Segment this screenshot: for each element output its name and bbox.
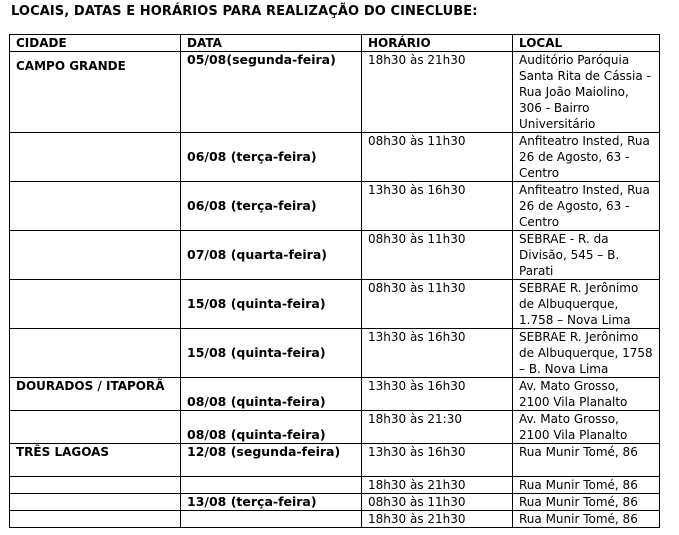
table-row (10, 444, 660, 477)
date-cell (181, 511, 362, 528)
date-cell: 08/08 (quinta-feira) (181, 378, 362, 411)
place-cell: SEBRAE R. Jerônimo de Albuquerque, 1.758 – Nova Lima (513, 280, 660, 329)
city-cell (10, 182, 181, 231)
date-cell: 05/08(segunda-feira) (181, 52, 362, 133)
city-cell: TRÊS LAGOAS (10, 444, 181, 477)
place-cell: Av. Mato Grosso, 2100 Vila Planalto (513, 378, 660, 411)
date-cell: 13/08 (terça-feira) (181, 494, 362, 511)
time-cell: 08h30 às 11h30 (362, 133, 513, 182)
table-row (10, 231, 660, 280)
time-cell: 18h30 às 21h30 (362, 477, 513, 494)
time-cell: 08h30 às 11h30 (362, 231, 513, 280)
city-cell (10, 133, 181, 182)
table-row (10, 329, 660, 378)
date-cell: 12/08 (segunda-feira) (181, 444, 362, 477)
time-cell: 18h30 às 21h30 (362, 52, 513, 133)
column-header-place: LOCAL (513, 35, 660, 52)
table-row (10, 511, 660, 528)
column-header-city: CIDADE (10, 35, 181, 52)
time-cell: 08h30 às 11h30 (362, 494, 513, 511)
city-cell: CAMPO GRANDE (10, 52, 181, 133)
date-cell: 15/08 (quinta-feira) (181, 280, 362, 329)
place-cell: Rua Munir Tomé, 86 (513, 511, 660, 528)
time-cell: 08h30 às 11h30 (362, 280, 513, 329)
place-cell: Av. Mato Grosso, 2100 Vila Planalto (513, 411, 660, 444)
date-cell: 07/08 (quarta-feira) (181, 231, 362, 280)
table-row (10, 52, 660, 133)
city-cell (10, 329, 181, 378)
time-cell: 13h30 às 16h30 (362, 329, 513, 378)
place-cell: Auditório Paróquia Santa Rita de Cássia - Rua João Maiolino, 306 - Bairro Universitário (513, 52, 660, 133)
date-cell (181, 477, 362, 494)
city-cell: DOURADOS / ITAPORÃ (10, 378, 181, 411)
table-row (10, 411, 660, 444)
table-row (10, 133, 660, 182)
date-cell: 08/08 (quinta-feira) (181, 411, 362, 444)
schedule-table (9, 34, 660, 528)
place-cell: Rua Munir Tomé, 86 (513, 494, 660, 511)
city-cell (10, 411, 181, 444)
column-header-date: DATA (181, 35, 362, 52)
city-cell (10, 511, 181, 528)
place-cell: Anfiteatro Insted, Rua 26 de Agosto, 63 - Centro (513, 133, 660, 182)
time-cell: 13h30 às 16h30 (362, 378, 513, 411)
date-cell: 06/08 (terça-feira) (181, 133, 362, 182)
column-header-time: HORÁRIO (362, 35, 513, 52)
table-row (10, 182, 660, 231)
city-cell (10, 280, 181, 329)
page-heading: LOCAIS, DATAS E HORÁRIOS PARA REALIZAÇÃO DO CINECLUBE: (11, 4, 478, 19)
time-cell: 18h30 às 21:30 (362, 411, 513, 444)
time-cell: 13h30 às 16h30 (362, 444, 513, 477)
table-row (10, 378, 660, 411)
table-header-row (10, 35, 660, 52)
place-cell: Rua Munir Tomé, 86 (513, 477, 660, 494)
time-cell: 18h30 às 21h30 (362, 511, 513, 528)
table-row (10, 477, 660, 494)
place-cell: SEBRAE - R. da Divisão, 545 – B. Parati (513, 231, 660, 280)
place-cell: Rua Munir Tomé, 86 (513, 444, 660, 477)
date-cell: 15/08 (quinta-feira) (181, 329, 362, 378)
date-cell: 06/08 (terça-feira) (181, 182, 362, 231)
place-cell: Anfiteatro Insted, Rua 26 de Agosto, 63 - Centro (513, 182, 660, 231)
city-cell (10, 477, 181, 494)
city-cell (10, 494, 181, 511)
table-row (10, 280, 660, 329)
city-cell (10, 231, 181, 280)
place-cell: SEBRAE R. Jerônimo de Albuquerque, 1758 – B. Nova Lima (513, 329, 660, 378)
time-cell: 13h30 às 16h30 (362, 182, 513, 231)
table-row (10, 494, 660, 511)
